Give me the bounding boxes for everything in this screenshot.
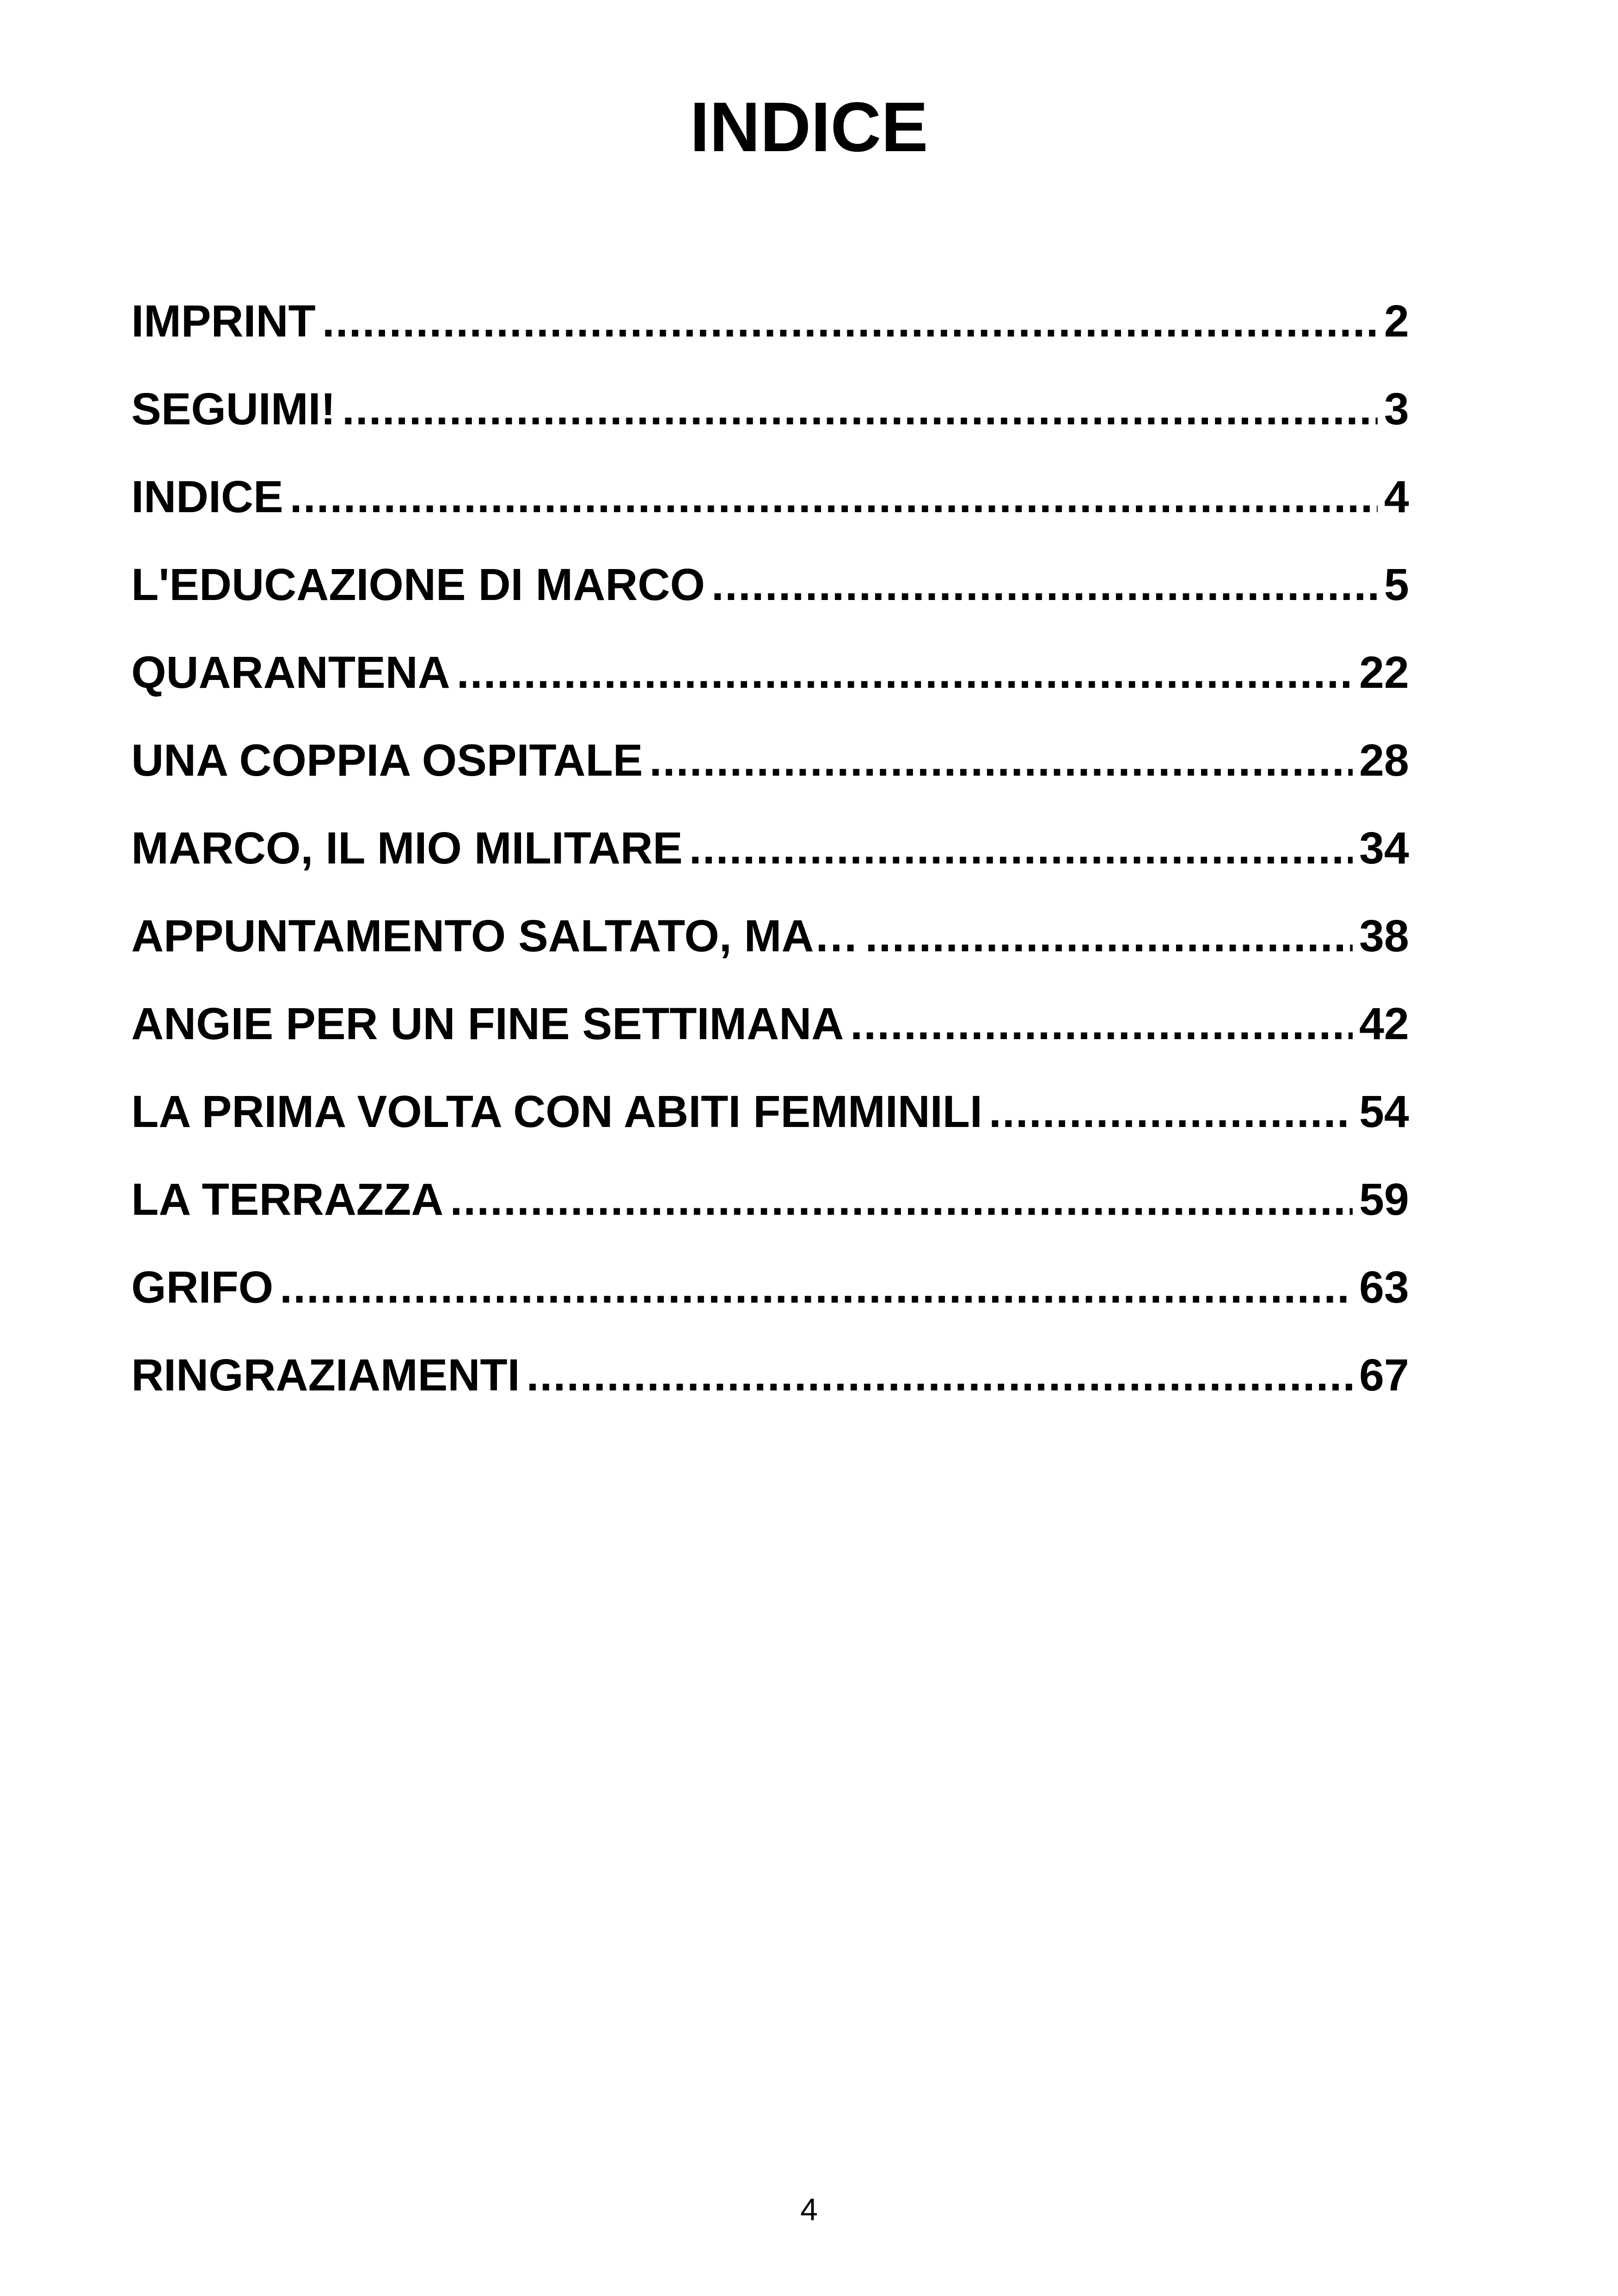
toc-entry-page: 42: [1359, 998, 1409, 1049]
toc-entry-page: 4: [1384, 471, 1409, 522]
toc-entry-page: 67: [1359, 1350, 1409, 1400]
toc-entry-title: MARCO, IL MIO MILITARE: [131, 823, 683, 873]
toc-entry-title: QUARANTENA: [131, 647, 450, 698]
toc-entry[interactable]: [131, 643, 1409, 730]
toc-dot-leader: [989, 1082, 1353, 1142]
toc-entry-title: RINGRAZIAMENTI: [131, 1350, 520, 1400]
toc-entry-page: 5: [1384, 559, 1409, 610]
toc-entry-title: ANGIE PER UN FINE SETTIMANA: [131, 998, 844, 1049]
toc-entry[interactable]: [131, 906, 1409, 994]
page-title: INDICE: [690, 88, 928, 166]
toc-entry-title: LA TERRAZZA: [131, 1174, 444, 1225]
toc-entry-page: 22: [1359, 647, 1409, 698]
toc-entry[interactable]: [131, 1082, 1409, 1169]
toc-entry-page: 34: [1359, 823, 1409, 873]
toc-entry[interactable]: [131, 1169, 1409, 1257]
toc-entry-title: SEGUIMI!: [131, 384, 336, 434]
toc-entry-page: 3: [1384, 384, 1409, 434]
toc-entry-title: GRIFO: [131, 1262, 274, 1312]
toc-dot-leader: [711, 555, 1378, 615]
toc-entry[interactable]: [131, 730, 1409, 818]
toc-entry-title: IMPRINT: [131, 296, 316, 346]
toc-entry[interactable]: [131, 1257, 1409, 1345]
toc-entry-page: 2: [1384, 296, 1409, 346]
toc-dot-leader: [457, 643, 1353, 703]
toc-dot-leader: [850, 994, 1353, 1054]
toc-dot-leader: [650, 730, 1353, 790]
toc-entry-title: UNA COPPIA OSPITALE: [131, 735, 643, 785]
toc-entry[interactable]: [131, 1345, 1409, 1433]
toc-entry[interactable]: [131, 291, 1409, 379]
toc-dot-leader: [280, 1257, 1353, 1317]
toc-entry-title: L'EDUCAZIONE DI MARCO: [131, 559, 705, 610]
toc-dot-leader: [342, 379, 1378, 439]
toc-entry-title: INDICE: [131, 471, 283, 522]
toc-dot-leader: [527, 1345, 1353, 1405]
toc-dot-leader: [689, 818, 1353, 878]
toc-dot-leader: [322, 291, 1378, 351]
page-number: 4: [800, 2192, 818, 2227]
toc-dot-leader: [865, 906, 1353, 966]
toc-entry-page: 59: [1359, 1174, 1409, 1225]
toc-entry-page: 54: [1359, 1086, 1409, 1137]
toc-entry-page: 38: [1359, 911, 1409, 961]
toc-entry[interactable]: [131, 994, 1409, 1082]
toc-entry[interactable]: [131, 379, 1409, 467]
table-of-contents: [131, 291, 1409, 1433]
toc-entry-page: 63: [1359, 1262, 1409, 1312]
toc-entry[interactable]: [131, 818, 1409, 906]
toc-dot-leader: [450, 1169, 1353, 1230]
toc-entry[interactable]: [131, 467, 1409, 555]
toc-entry-title: LA PRIMA VOLTA CON ABITI FEMMINILI: [131, 1086, 983, 1137]
toc-dot-leader: [290, 467, 1378, 527]
toc-entry-page: 28: [1359, 735, 1409, 785]
toc-entry[interactable]: [131, 555, 1409, 643]
toc-entry-title: APPUNTAMENTO SALTATO, MA…: [131, 911, 859, 961]
